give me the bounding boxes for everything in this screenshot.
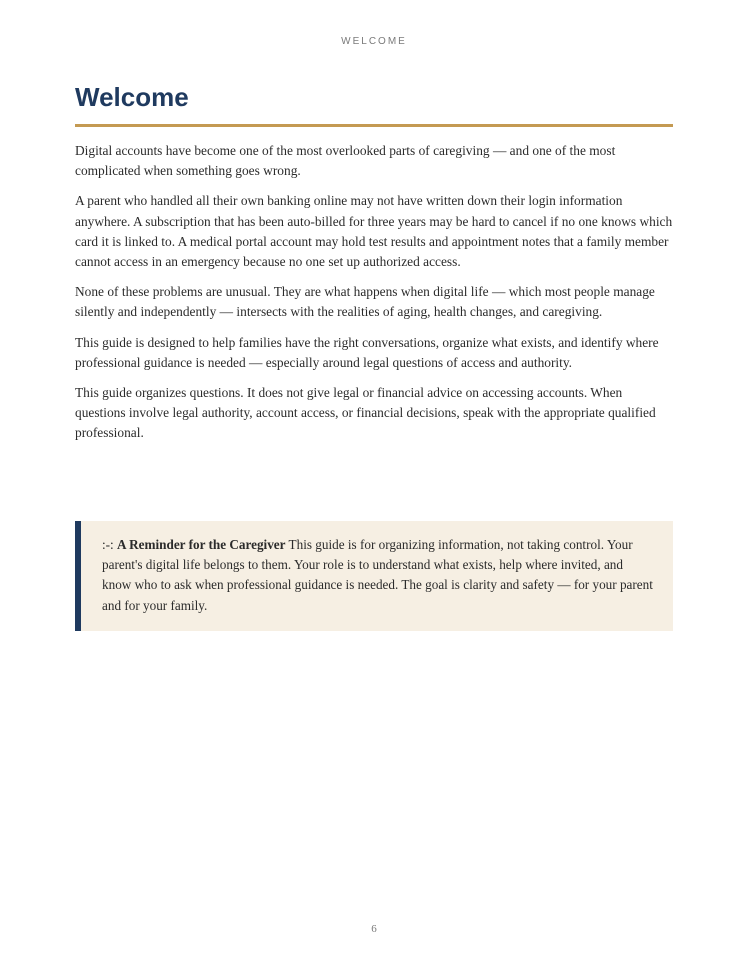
callout-text [102, 535, 655, 616]
callout-body: This guide is for organizing information, not taking control. Your parent's digital life belongs to them. Your role is to understand what exists, help where invited, and know who to ask when professional guidance is needed. The goal is clarity and safety — for your parent and for your family. [102, 537, 653, 613]
paragraph-intro: Digital accounts have become one of the most overlooked parts of caregiving — and one of the most complicated when something goes wrong. [75, 143, 616, 179]
running-header: WELCOME [341, 36, 407, 47]
paragraph-disclaimer: This guide organizes questions. It does not give legal or financial advice on accessing accounts. When questions involve legal authority, account access, or financial decisions, speak with the appropriate qualified professional. [75, 385, 656, 441]
body-text [75, 141, 675, 454]
paragraph-purpose: This guide is designed to help families have the right conversations, organize what exists, and identify where professional guidance is needed — especially around legal questions of access and authority. [75, 334, 659, 370]
callout-heading: A Reminder for the Caregiver [117, 537, 286, 552]
caregiver-reminder-callout [75, 521, 673, 631]
paragraph-examples: A parent who handled all their own banking online may not have written down their login information anywhere. A subscription that has been auto-billed for three years may be hard to cancel if no one knows which card it is linked to. A medical portal account may hold test results and appointment notes that a family member cannot access in an emergency because no one set up authorized access. [75, 193, 673, 270]
page-number: 6 [371, 923, 377, 935]
callout-prefix: :-: [102, 537, 118, 552]
title-divider [75, 124, 673, 127]
paragraph-unusual: None of these problems are unusual. They are what happens when digital life — which most people manage silently and independently — intersects with the realities of aging, health changes, and caregiving. [75, 284, 655, 320]
page-title: Welcome [75, 82, 189, 112]
